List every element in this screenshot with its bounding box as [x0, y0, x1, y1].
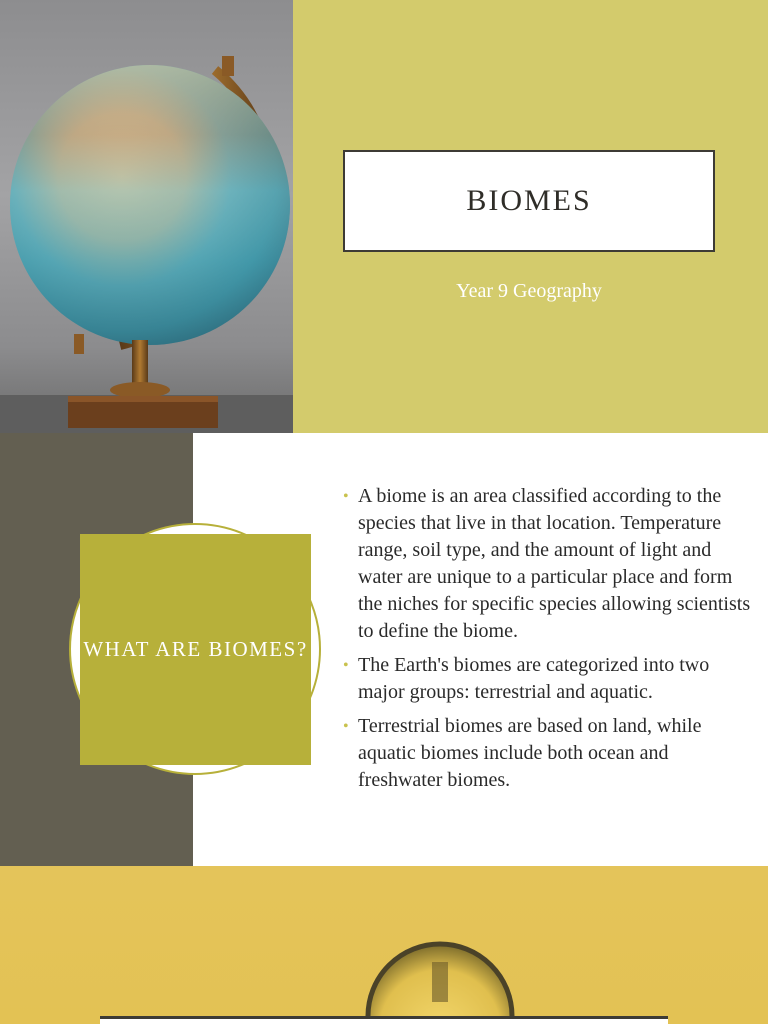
- title-box: [343, 150, 715, 252]
- slide-partial: [0, 866, 768, 1024]
- bullet-text: Terrestrial biomes are based on land, while aquatic biomes include both ocean and freshwater biomes.: [358, 715, 702, 791]
- magnifier-photo: [0, 866, 768, 1024]
- section-heading: WHAT ARE BIOMES?: [83, 637, 308, 661]
- bullet-icon: •: [343, 488, 349, 505]
- bullet-text: A biome is an area classified according to the species that live in that location. Temperature range, soil type, and the amount of light and water are unique to a particular place and form the niches for specific species allowing scientists to define the biome.: [358, 485, 751, 642]
- heading-box: [80, 534, 311, 765]
- list-item: [343, 483, 753, 645]
- slide-title: [0, 0, 768, 433]
- slide-title-text: BIOMES: [466, 184, 592, 217]
- bullet-icon: •: [343, 657, 349, 674]
- list-item: [343, 713, 753, 794]
- bullet-icon: •: [343, 718, 349, 735]
- bottom-title-box: [100, 1016, 668, 1024]
- list-item: [343, 652, 753, 706]
- globe-photo: [0, 0, 293, 433]
- slide-what-are-biomes: [0, 433, 768, 866]
- bullet-list: [343, 483, 753, 801]
- slide-subtitle: Year 9 Geography: [456, 280, 602, 302]
- bullet-text: The Earth's biomes are categorized into two major groups: terrestrial and aquatic.: [358, 654, 710, 703]
